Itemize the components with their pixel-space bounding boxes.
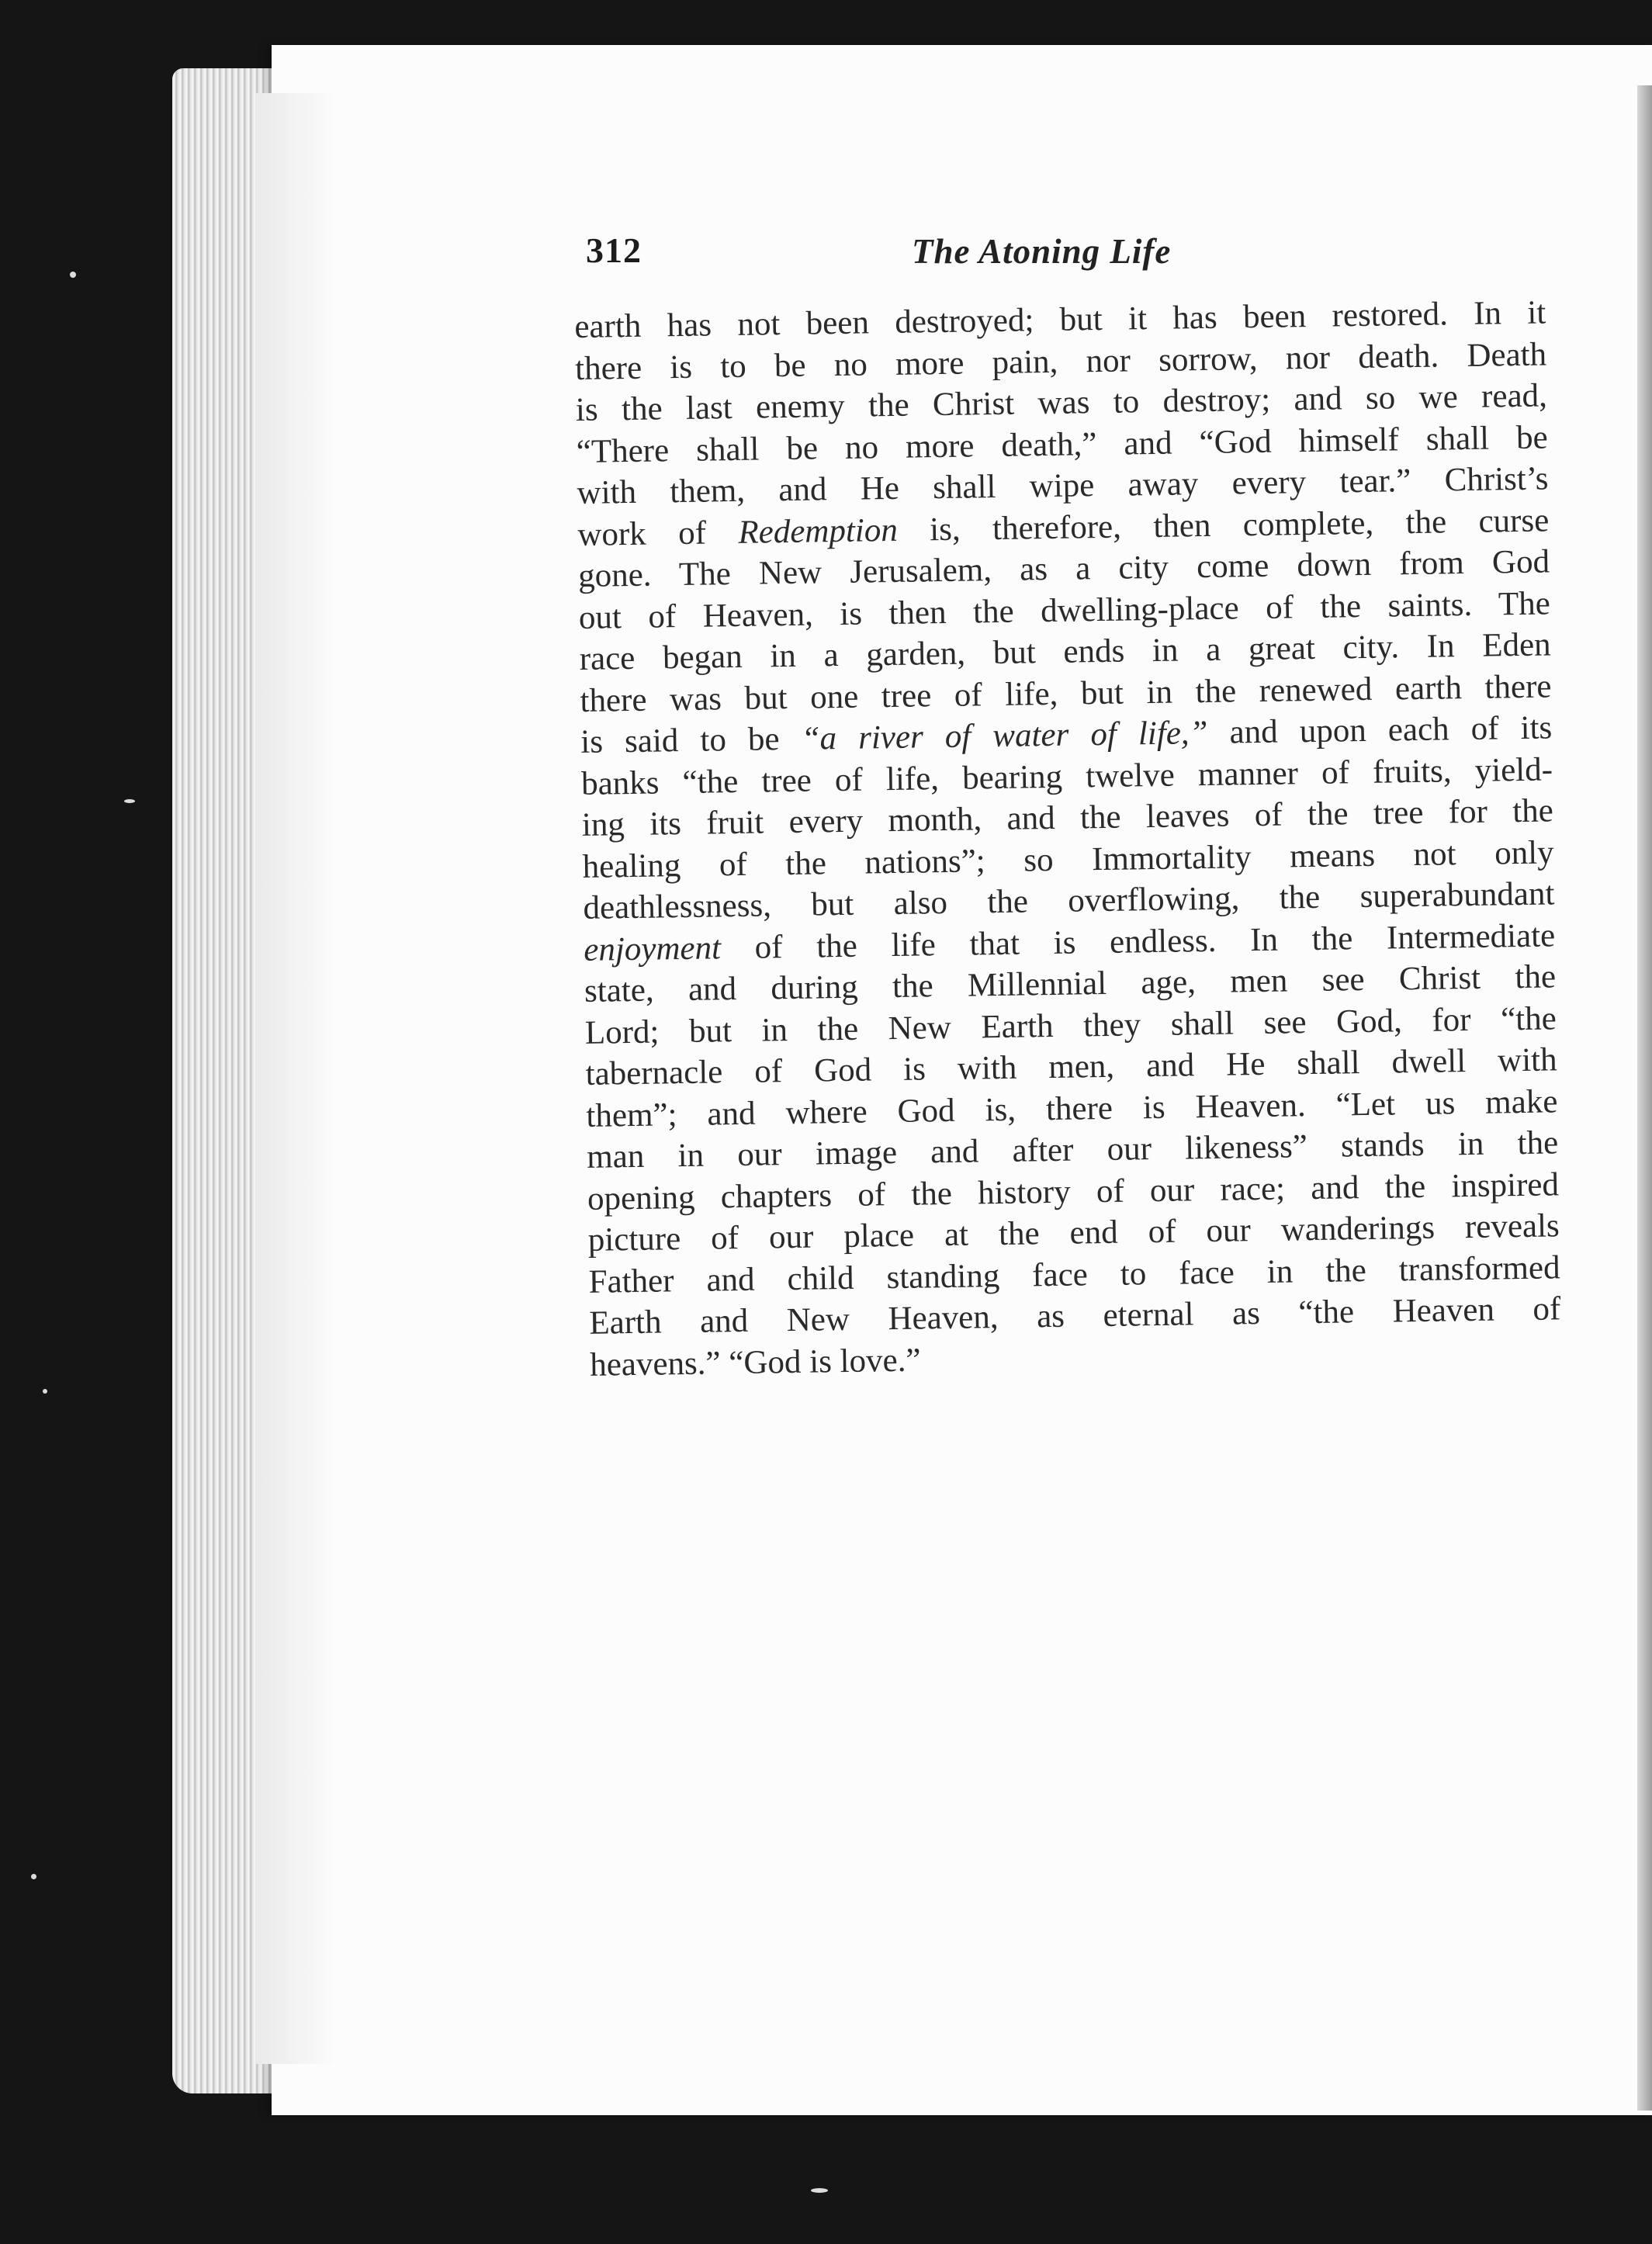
text-segment: tabernacle of God is with men, and He shall dwell with <box>585 1041 1557 1093</box>
text-segment: man in our image and after our likeness” stands in the <box>586 1124 1559 1176</box>
text-segment: and upon each of its <box>1207 709 1553 751</box>
dust-speck <box>124 799 135 803</box>
italic-text: enjoyment <box>583 929 722 968</box>
text-segment: of the life that is endless. In the Intermediate <box>720 916 1556 966</box>
gutter-shadow <box>256 93 334 2064</box>
text-segment: is, therefore, then complete, the curse <box>897 501 1550 549</box>
text-segment: ing its fruit every month, and the leaves of the tree for the <box>581 792 1554 843</box>
text-segment: there was but one tree of life, but in the renewed earth there <box>580 667 1552 719</box>
text-segment: healing of the nations”; so Immortality means not only <box>582 833 1554 885</box>
text-segment: opening chapters of the history of our race; and the inspired <box>587 1165 1560 1217</box>
text-segment: heavens.” “God is love.” <box>589 1342 921 1383</box>
text-segment: out of Heaven, is then the dwelling-place of the saints. The <box>578 584 1551 636</box>
text-segment: is the last enemy the Christ was to destroy; and so we read, <box>575 377 1548 428</box>
dust-speck <box>70 272 76 278</box>
dust-speck <box>811 2188 828 2193</box>
dust-speck <box>43 1389 47 1394</box>
text-segment: earth has not been destroyed; but it has been restored. In it <box>574 294 1546 345</box>
page-header <box>586 230 1548 276</box>
text-segment: there is to be no more pain, nor sorrow, nor death. Death <box>574 335 1547 387</box>
text-segment: race began in a garden, but ends in a great city. In Eden <box>579 626 1551 677</box>
text-segment: Father and child standing face to face in the transformed <box>588 1248 1560 1300</box>
text-segment: Lord; but in the New Earth they shall see God, for “the <box>584 999 1557 1051</box>
text-segment: deathlessness, but also the overflowing, the superabundant <box>583 875 1555 926</box>
page-right-edge <box>1637 85 1652 2111</box>
text-segment: gone. The New Jerusalem, as a city come down from God <box>577 543 1550 594</box>
text-segment: state, and during the Millennial age, men see Christ the <box>584 958 1557 1009</box>
text-segment: Earth and New Heaven, as eternal as “the Heaven of <box>589 1290 1561 1342</box>
text-segment: with them, and He shall wipe away every tear.” Christ’s <box>577 460 1549 511</box>
page-number: 312 <box>586 230 642 270</box>
body-text <box>574 292 1561 1385</box>
text-segment: banks “the tree of life, bearing twelve manner of fruits, yield- <box>580 750 1553 802</box>
dust-speck <box>31 1874 36 1879</box>
text-segment: work of <box>577 514 739 553</box>
text-segment: is said to be <box>580 720 802 760</box>
text-segment: picture of our place at the end of our wanderings reveals <box>587 1207 1560 1259</box>
running-title: The Atoning Life <box>912 232 1172 271</box>
text-segment: them”; and where God is, there is Heaven. “Let us make <box>586 1082 1558 1134</box>
italic-text: Redemption <box>738 511 899 551</box>
italic-text: “a river of water of life,” <box>801 714 1208 757</box>
text-segment: “There shall be no more death,” and “God himself shall be <box>576 418 1548 470</box>
